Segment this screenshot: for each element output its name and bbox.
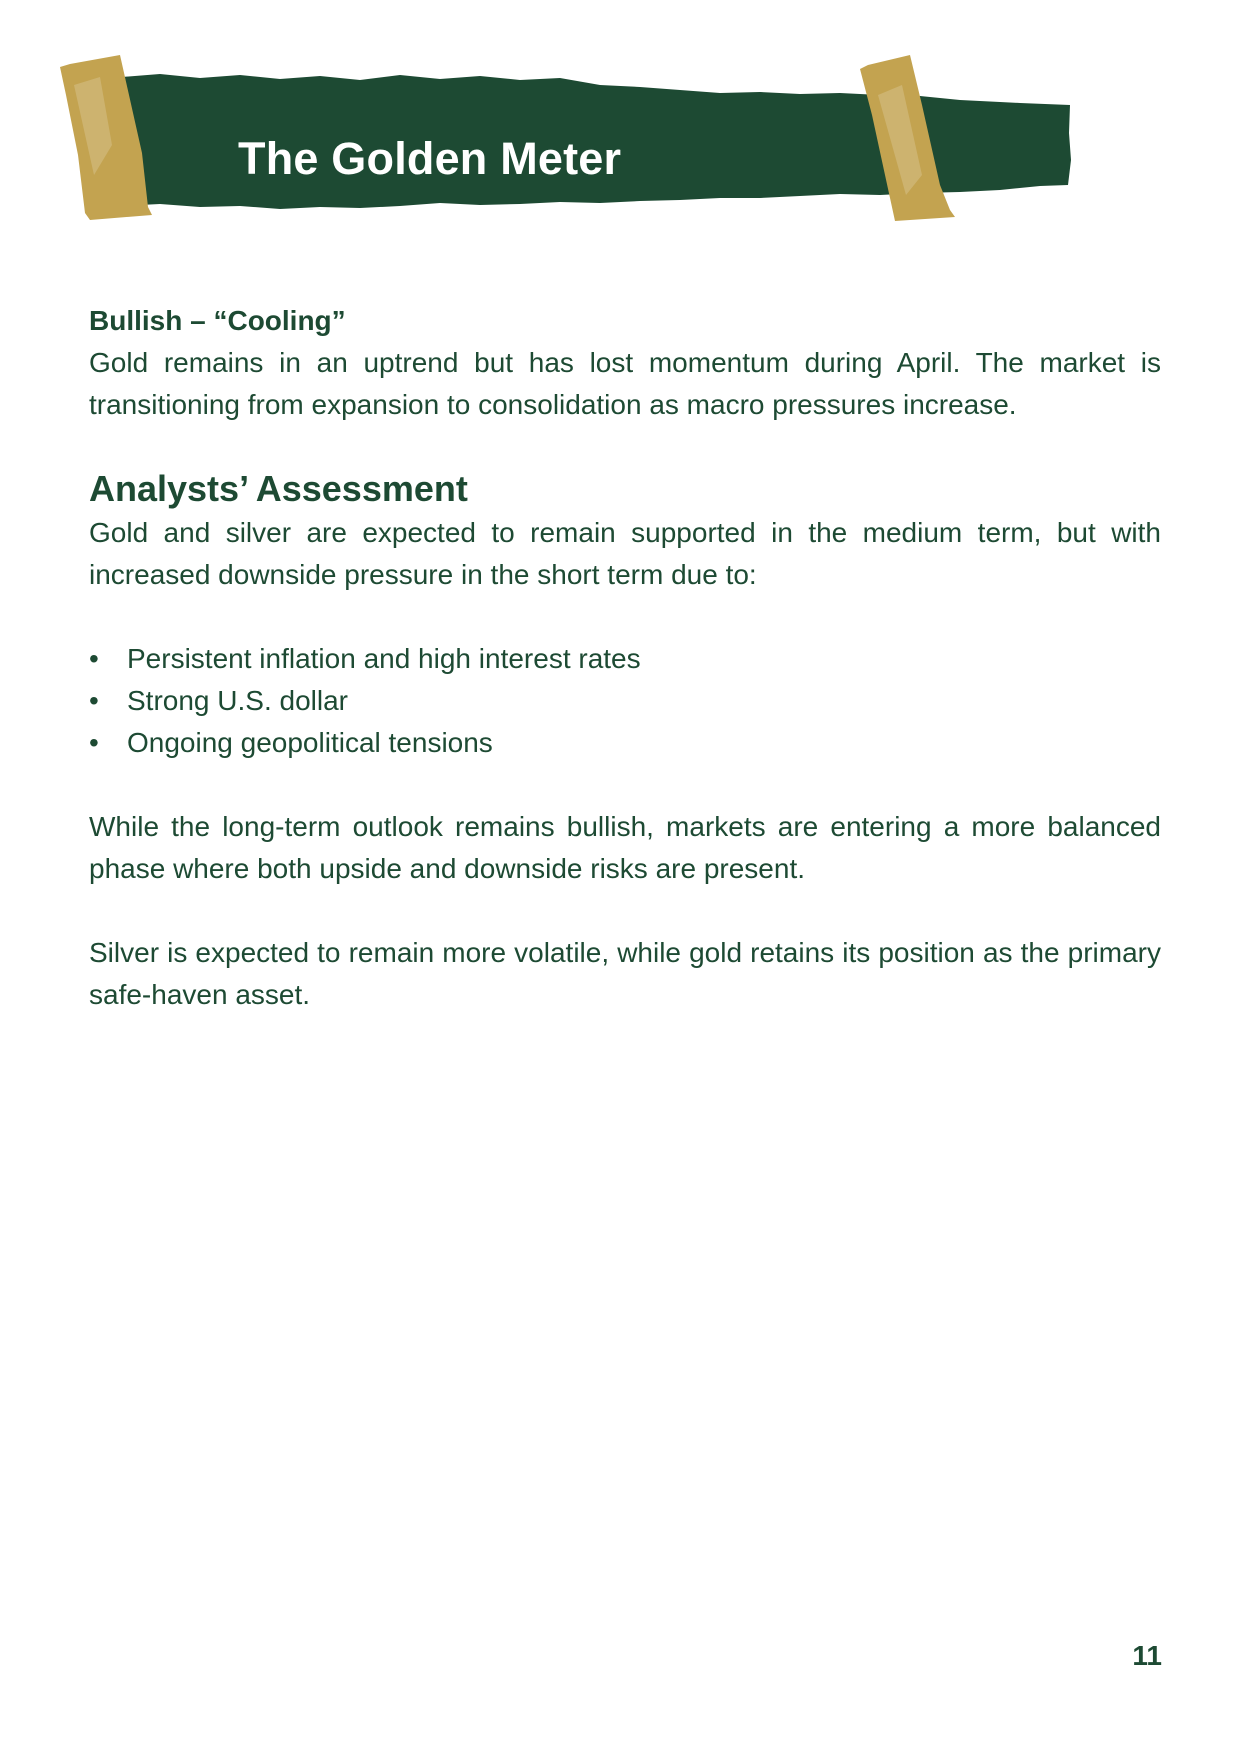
assessment-lead-paragraph: Gold and silver are expected to remain supported in the medium term, but with increased downside pressure in the short term due to: [89,517,1161,590]
page-title: The Golden Meter [238,133,622,184]
sentiment-subheading: Bullish – “Cooling” [89,305,346,336]
outlook-paragraph: While the long-term outlook remains bullish, markets are entering a more balanced phase where both upside and downside risks are present. [89,811,1161,884]
page-number: 11 [1132,1640,1162,1671]
list-item-text: Strong U.S. dollar [127,685,348,716]
bullet-icon: • [89,685,99,716]
title-banner [60,55,1080,255]
bullet-icon: • [89,643,99,674]
list-item [89,722,1161,764]
list-item [89,680,1161,722]
assessment-heading: Analysts’ Assessment [89,468,468,509]
risk-factor-list [89,638,1161,764]
bullet-icon: • [89,727,99,758]
list-item [89,638,1161,680]
list-item-text: Persistent inflation and high interest rates [127,643,641,674]
list-item-text: Ongoing geopolitical tensions [127,727,493,758]
silver-paragraph: Silver is expected to remain more volatile, while gold retains its position as the primary safe-haven asset. [89,937,1161,1010]
sentiment-paragraph: Gold remains in an uptrend but has lost momentum during April. The market is transitioning from expansion to consolidation as macro pressures increase. [89,347,1161,420]
main-content [89,300,1161,1016]
